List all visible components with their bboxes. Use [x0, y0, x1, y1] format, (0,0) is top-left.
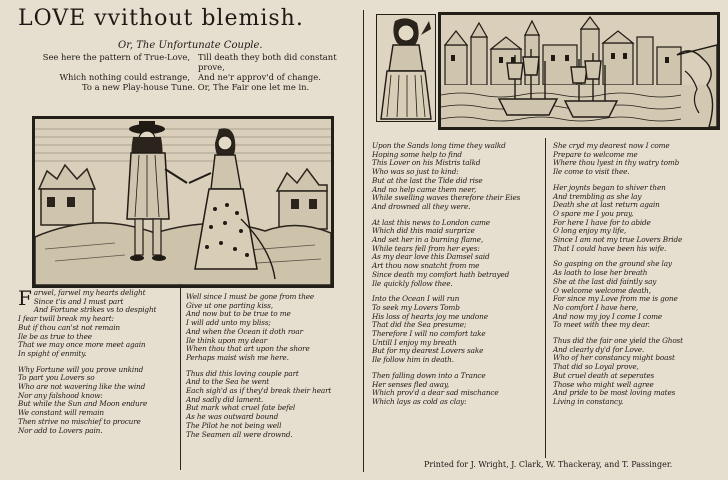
verse-line: So gasping on the ground she lay — [553, 259, 672, 269]
verse-line: Why Fortune will you prove unkind — [18, 364, 144, 374]
verse-line: O long enjoy my life, — [553, 226, 627, 236]
verse-line: Then strive no mischief to procure — [18, 416, 141, 426]
verse-line: Where thou lyest in thy watry tomb — [553, 158, 680, 168]
verse-line: Perhaps maist wish me here. — [186, 352, 289, 362]
verse-line: Those who might well agree — [553, 379, 654, 389]
verse-line: Which lays as cold as clay: — [372, 396, 467, 406]
tune-line: To a new Play-house Tune. Or, The Fair one let me in. — [82, 82, 310, 92]
verse-line: Give ut one parting kiss, — [186, 300, 273, 310]
verse-line: And now my joy I come I come — [553, 311, 663, 321]
verse-line: Who are not wavering like the wind — [18, 382, 146, 392]
verse-line: But mark what cruel fate befel — [186, 403, 296, 413]
verse-line: But cruel death at seperates — [553, 370, 655, 380]
verse-line: Prepare to welcome me — [553, 149, 638, 159]
woodcut-woman-portrait — [376, 14, 436, 122]
verse-column-3 — [372, 142, 542, 414]
column-rule-left — [180, 284, 181, 470]
verse-line: Untill I enjoy my breath — [372, 337, 457, 347]
verse-line: That we may once more meet again — [18, 340, 146, 350]
intro-line-2-left: Which nothing could estrange, — [59, 72, 190, 82]
verse-line: But if thou can'st not remain — [18, 322, 120, 332]
stanza — [372, 372, 542, 407]
verse-line: While tears fell from her eyes: — [372, 243, 480, 253]
intro-line-1-right: Till death they both did constant prove, — [198, 52, 337, 72]
verse-line: Since death my comfort hath betrayed — [372, 269, 510, 279]
drop-capital: F — [18, 286, 32, 310]
woodcut-couple — [32, 116, 334, 288]
verse-line: Which did this maid surprize — [372, 226, 475, 236]
verse-line: Well since I must be gone from thee — [186, 292, 315, 301]
intro-line-1-left: See here the pattern of True-Love, — [42, 52, 190, 62]
verse-line: His loss of hearts joy me undone — [372, 311, 488, 321]
verse-line: And clearly dy'd for Love. — [553, 344, 645, 354]
verse-line: Ile think upon my dear — [186, 335, 267, 345]
verse-line: But while the Sun and Moon endure — [18, 399, 148, 409]
verse-line: Ile be as true to thee — [18, 331, 92, 341]
verse-column-1 — [18, 286, 178, 442]
verse-line: To meet with thee my dear. — [553, 320, 650, 330]
verse-line: Therefore I will no comfort take — [372, 329, 486, 339]
verse-line: Into the Ocean I will run — [372, 294, 460, 304]
verse-line: And now but to be true to me — [186, 309, 291, 319]
verse-line: And when the Ocean it doth roar — [186, 326, 303, 336]
verse-line: Her joynts began to shiver then — [553, 182, 666, 192]
verse-line: As my dear love this Damsel said — [372, 252, 490, 262]
ballad-title: LOVE vvithout blemish. — [18, 6, 304, 31]
verse-line: Her senses fled away, — [372, 379, 449, 389]
verse-line: I will add unto my bliss; — [186, 318, 271, 328]
verse-line: Then falling down into a Trance — [372, 370, 486, 380]
verse-line: She cryd my dearest now I come — [553, 141, 670, 150]
verse-line: She at the last did faintly say — [553, 276, 657, 286]
stanza — [553, 142, 723, 177]
verse-line: And drowned all they were. — [372, 201, 471, 211]
ballad-subtitle: Or, The Unfortunate Couple. — [118, 40, 263, 51]
verse-line: The Seamen all were drownd. — [186, 429, 293, 439]
stanza — [186, 370, 360, 440]
verse-line: Living in constancy. — [553, 396, 624, 406]
stanza — [18, 286, 178, 359]
verse-line: The Pilot he not being well — [186, 420, 282, 430]
verse-line: I fear twill break my heart: — [18, 314, 114, 324]
verse-line: And set her in a burning flame, — [372, 235, 483, 245]
verse-line: And no help came them neer, — [372, 184, 477, 194]
verse-line: To part you Lovers so — [18, 373, 95, 383]
verse-line: Since I am not my true Lovers Bride — [553, 235, 683, 245]
stanza — [372, 295, 542, 365]
column-rule-center — [363, 10, 364, 472]
column-rule-right — [545, 138, 546, 458]
verse-column-4 — [553, 142, 723, 414]
verse-line: No comfort I have here, — [553, 302, 639, 312]
verse-line: But for my dearest Lovers sake — [372, 346, 484, 356]
verse-line: That did the Sea presume; — [372, 320, 467, 330]
verse-line: For since my Love from me is gone — [553, 294, 678, 304]
verse-line: Who of her constancy might boast — [553, 353, 675, 363]
verse-line: Since t'is and I must part — [33, 296, 124, 306]
verse-line: Nor any falshood know: — [18, 390, 103, 400]
verse-line: arwel, farwel my hearts delight — [33, 288, 146, 297]
intro-line-2-right: And ne'r approv'd of change. — [198, 72, 321, 82]
verse-line: At last this news to London came — [372, 217, 490, 227]
verse-column-2 — [186, 293, 360, 446]
stanza — [186, 293, 360, 363]
ballad-introduction — [20, 52, 350, 92]
verse-line: Death she at last return again — [553, 200, 660, 210]
verse-line: This Lover on his Mistris talkd — [372, 158, 481, 168]
verse-line: Hoping some help to find — [372, 149, 462, 159]
verse-line: Nor add to Lovers pain. — [18, 425, 103, 435]
verse-line: In spight of enmity. — [18, 348, 87, 358]
stanza — [18, 366, 178, 436]
verse-line: And to the Sea he went — [186, 377, 270, 387]
stanza — [553, 337, 723, 407]
verse-line: O spare me I you pray, — [553, 208, 634, 218]
verse-line: Thus did this loving couple part — [186, 368, 299, 378]
verse-line: We constant will remain — [18, 408, 104, 418]
verse-line: Each sigh'd as if they'd break their heart — [186, 386, 332, 396]
verse-line: But at the last the Tide did rise — [372, 175, 483, 185]
stanza — [553, 260, 723, 330]
verse-line: To seek my Lovers Tomb — [372, 302, 460, 312]
stanza — [372, 219, 542, 289]
verse-line: While swelling waves therefore their Eies — [372, 193, 521, 203]
verse-line: Which prov'd a dear sad mischance — [372, 388, 499, 398]
verse-line: Art thou now snatcht from me — [372, 261, 480, 271]
verse-line: Upon the Sands long time they walkd — [372, 141, 506, 150]
verse-line: Thus did the fair one yield the Ghost — [553, 336, 683, 346]
verse-line: Who was so just to kind: — [372, 167, 459, 177]
verse-line: And Fortune strikes vs to despight — [33, 305, 157, 315]
woodcut-harbour-ships — [438, 12, 720, 130]
verse-line: And trembling as she lay — [553, 191, 642, 201]
verse-line: That I could have been his wife. — [553, 243, 667, 253]
verse-line: For here I have for to abide — [553, 217, 651, 227]
verse-line: Ile quickly follow thee. — [372, 278, 453, 288]
verse-line: And pride to be most loving mates — [553, 388, 676, 398]
verse-line: As loath to lose her breath — [553, 268, 648, 278]
verse-line: O welcome welcome death, — [553, 285, 651, 295]
verse-line: As he was outward bound — [186, 412, 279, 422]
verse-line: That did so Loyal prove, — [553, 362, 639, 372]
verse-line: When thou that art upon the shore — [186, 344, 310, 354]
stanza — [553, 184, 723, 254]
verse-line: Ile follow him in death. — [372, 355, 454, 365]
printer-imprint: Printed for J. Wright, J. Clark, W. Thackeray, and T. Passinger. — [424, 460, 673, 469]
stanza — [372, 142, 542, 212]
verse-line: Ile come to visit thee. — [553, 167, 630, 177]
verse-line: And sadly did lament. — [186, 394, 264, 404]
